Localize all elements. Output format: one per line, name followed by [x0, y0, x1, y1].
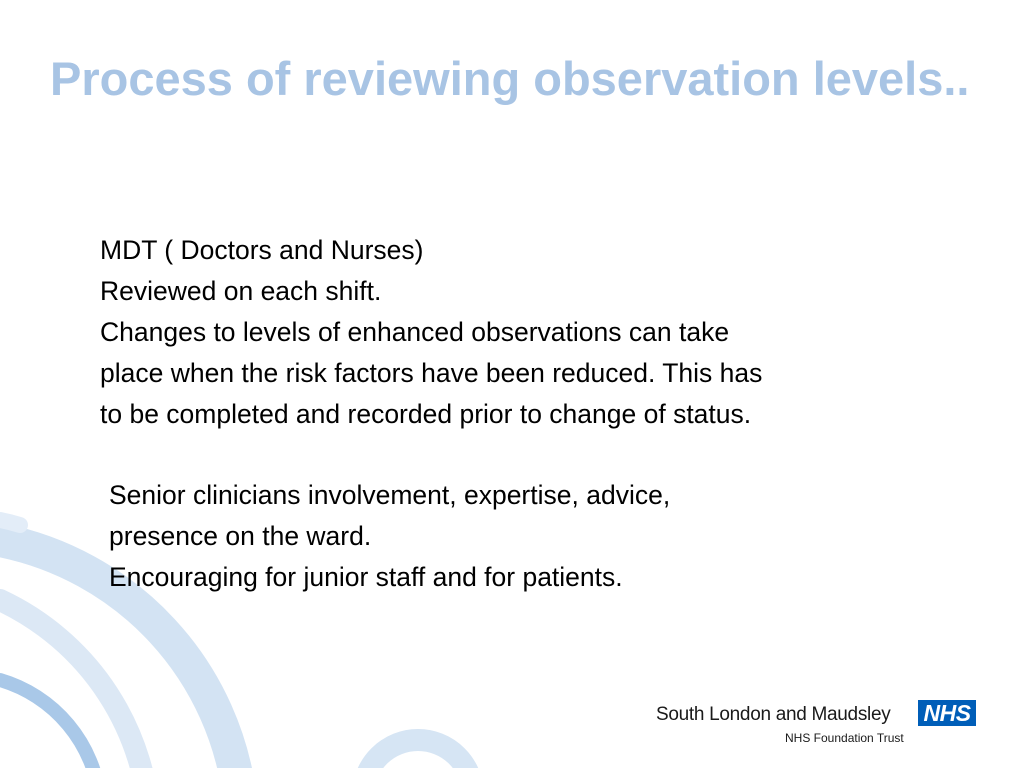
- nhs-badge: NHS: [918, 700, 976, 726]
- text-line: Senior clinicians involvement, expertise, advice,: [109, 480, 671, 510]
- text-line: to be completed and recorded prior to change of status.: [100, 399, 752, 429]
- text-line: presence on the ward.: [109, 521, 372, 551]
- text-line: Encouraging for junior staff and for patients.: [109, 562, 623, 592]
- decor-arc-upper: [0, 520, 20, 525]
- text-line: MDT ( Doctors and Nurses): [100, 235, 424, 265]
- text-line: place when the risk factors have been reduced. This has: [100, 358, 763, 388]
- trust-subtitle: NHS Foundation Trust: [785, 731, 904, 745]
- trust-logo: [656, 700, 978, 750]
- slide-title: Process of reviewing observation levels..: [50, 52, 970, 105]
- trust-name: South London and Maudsley: [656, 704, 891, 725]
- review-process-text: [100, 230, 980, 435]
- decor-arc-mid: [0, 680, 100, 768]
- decor-arc-outer: [0, 600, 150, 768]
- text-line: Reviewed on each shift.: [100, 276, 382, 306]
- text-line: Changes to levels of enhanced observations can take: [100, 317, 730, 347]
- senior-clinicians-text: [109, 475, 889, 598]
- decor-ring-bottom: [363, 740, 473, 768]
